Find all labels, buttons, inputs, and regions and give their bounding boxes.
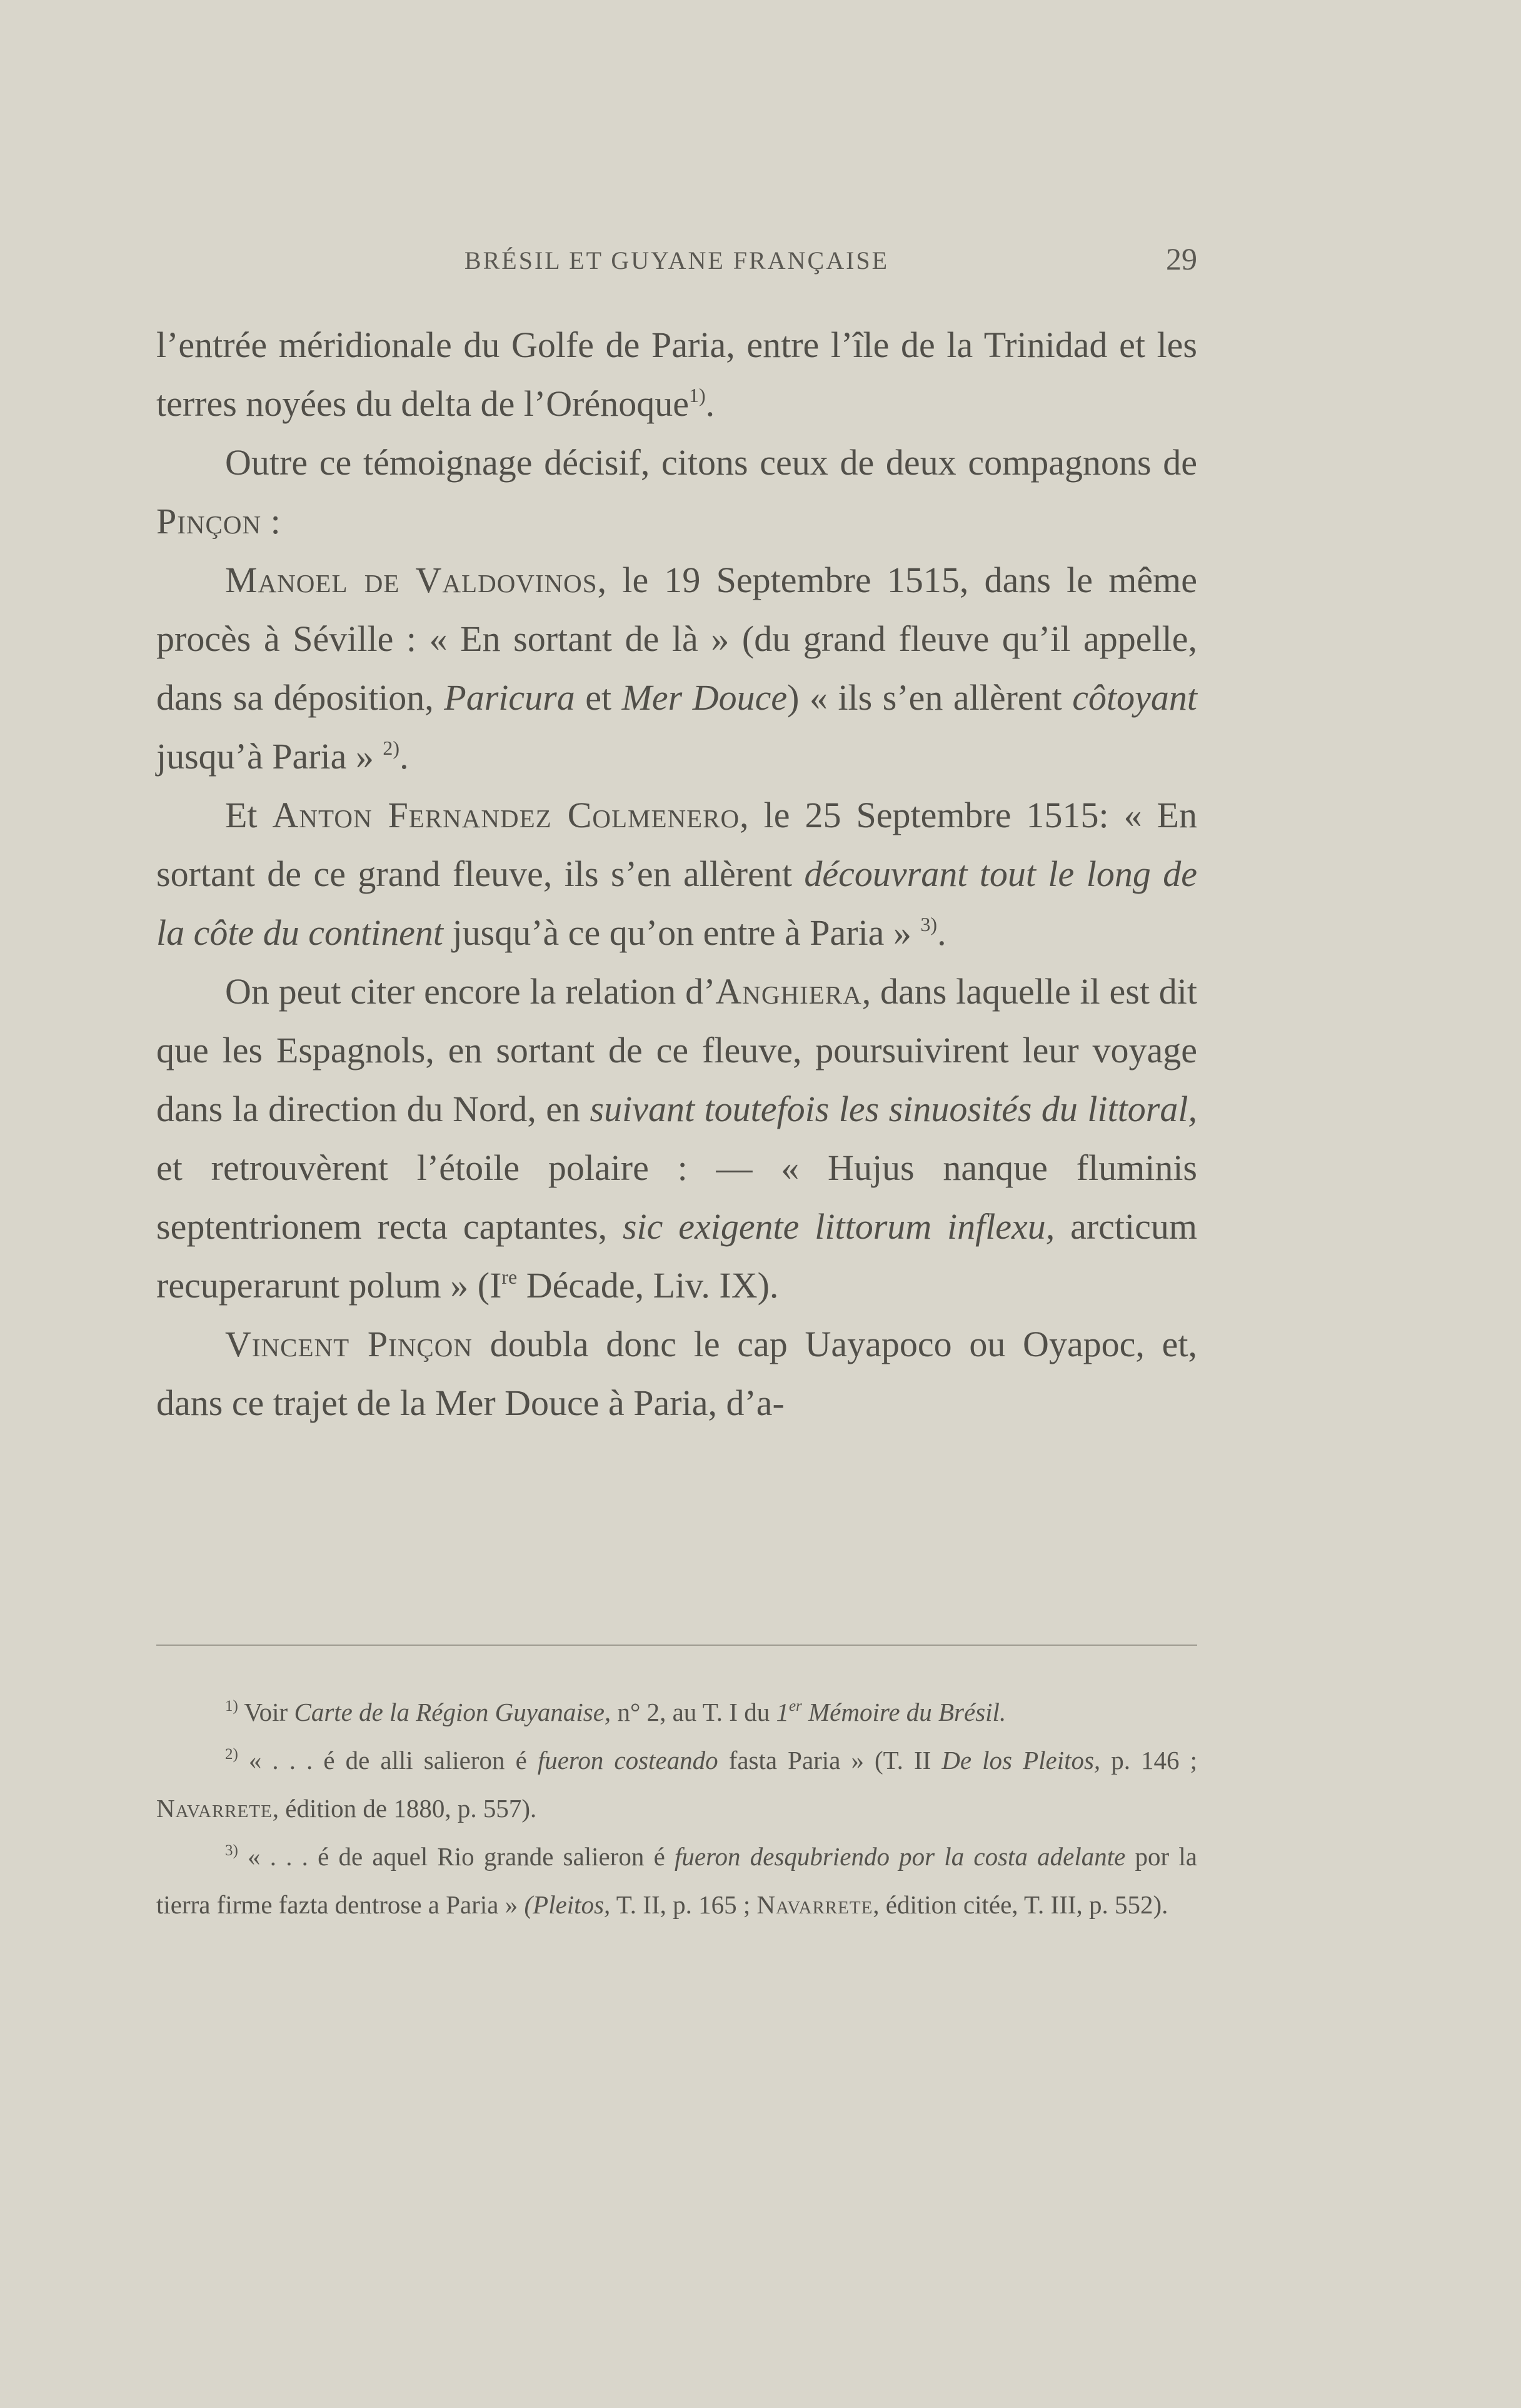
person-name: Pinçon [156, 501, 262, 542]
footnote-1: $^{1)}$ Voir Carte de la Région Guyanaise, n° 2, au T. I du 1er Mémoire du Brésil. [225, 1698, 1006, 1726]
footnote-mark: 1) [225, 1698, 238, 1715]
footnote-ref-2: 2) [383, 737, 400, 759]
footnote-ref-3: 3) [920, 913, 938, 935]
footnote-ref-1: 1) [688, 384, 706, 406]
footnote-mark: 3) [225, 1842, 238, 1859]
person-name: Vincent Pinçon [225, 1324, 473, 1364]
paragraph-2: Outre ce témoignage décisif, citons ceux de deux compagnons de Pinçon : [156, 442, 1197, 542]
footnote-mark: 2) [225, 1746, 238, 1763]
author-name: Navarrete [756, 1890, 873, 1919]
paragraph-1: l’entrée méridionale du Golfe de Paria, entre l’île de la Trinidad et les terres noyées du delta de l’Orénoque$^{1)}$. [156, 325, 1197, 424]
running-title: BRÉSIL ET GUYANE FRANÇAISE [464, 246, 890, 275]
paragraph-6: Vincent Pinçon doubla donc le cap Uayapoco ou Oyapoc, et, dans ce trajet de la Mer Douce à Paria, d’a- [156, 1324, 1197, 1423]
footnotes [156, 1688, 1197, 1929]
paragraph-3: Manoel de Valdovinos, le 19 Septembre 1515, dans le même procès à Séville : « En sortant de là » (du grand fleuve qu’il appelle, dans sa déposition, Paricura et Mer Douce) « ils s’en allèrent côtoyant jusqu’à Paria » $^{2)}$. [156, 560, 1197, 777]
author-name: Navarrete [156, 1794, 273, 1823]
paragraph-5: On peut citer encore la relation d’Anghiera, dans laquelle il est dit que les Espagnols, en sortant de ce fleuve, poursuivirent leur voyage dans la direction du Nord, en suivant toutefois les sinuosités du littoral, et retrouvèrent l’étoile polaire : — « Hujus nanque fluminis septentrionem recta captantes, sic exigente littorum inflexu, arcticum recuperarunt polum » (Ire Décade, Liv. IX). [156, 971, 1198, 1306]
footnote-divider [156, 1645, 1197, 1646]
footnote-3: $^{3)}$ « . . . é de aquel Rio grande salieron é fueron desqubriendo por la costa adelante por la tierra firme fazta dentrose a Paria » (Pleitos, T. II, p. 165 ; Navarrete, édition citée, T. III, p. 552). [156, 1842, 1197, 1919]
person-name: Anghiera [715, 971, 862, 1012]
person-name: Manoel de Valdovinos [225, 560, 598, 600]
body-text [156, 316, 1197, 1433]
person-name: Anton Fernandez Colmenero [272, 795, 740, 835]
paragraph-4: Et Anton Fernandez Colmenero, le 25 Septembre 1515: « En sortant de ce grand fleuve, ils s’en allèrent découvrant tout le long de la côte du continent jusqu’à ce qu’on entre à Paria » $^{3)}$. [156, 795, 1198, 953]
footnote-2: $^{2)}$ « . . . é de alli salieron é fueron costeando fasta Paria » (T. II De los Pleitos, p. 146 ; Navarrete, édition de 1880, p. 557). [156, 1746, 1197, 1823]
page-header [156, 241, 1197, 285]
page-number: 29 [1166, 241, 1197, 276]
